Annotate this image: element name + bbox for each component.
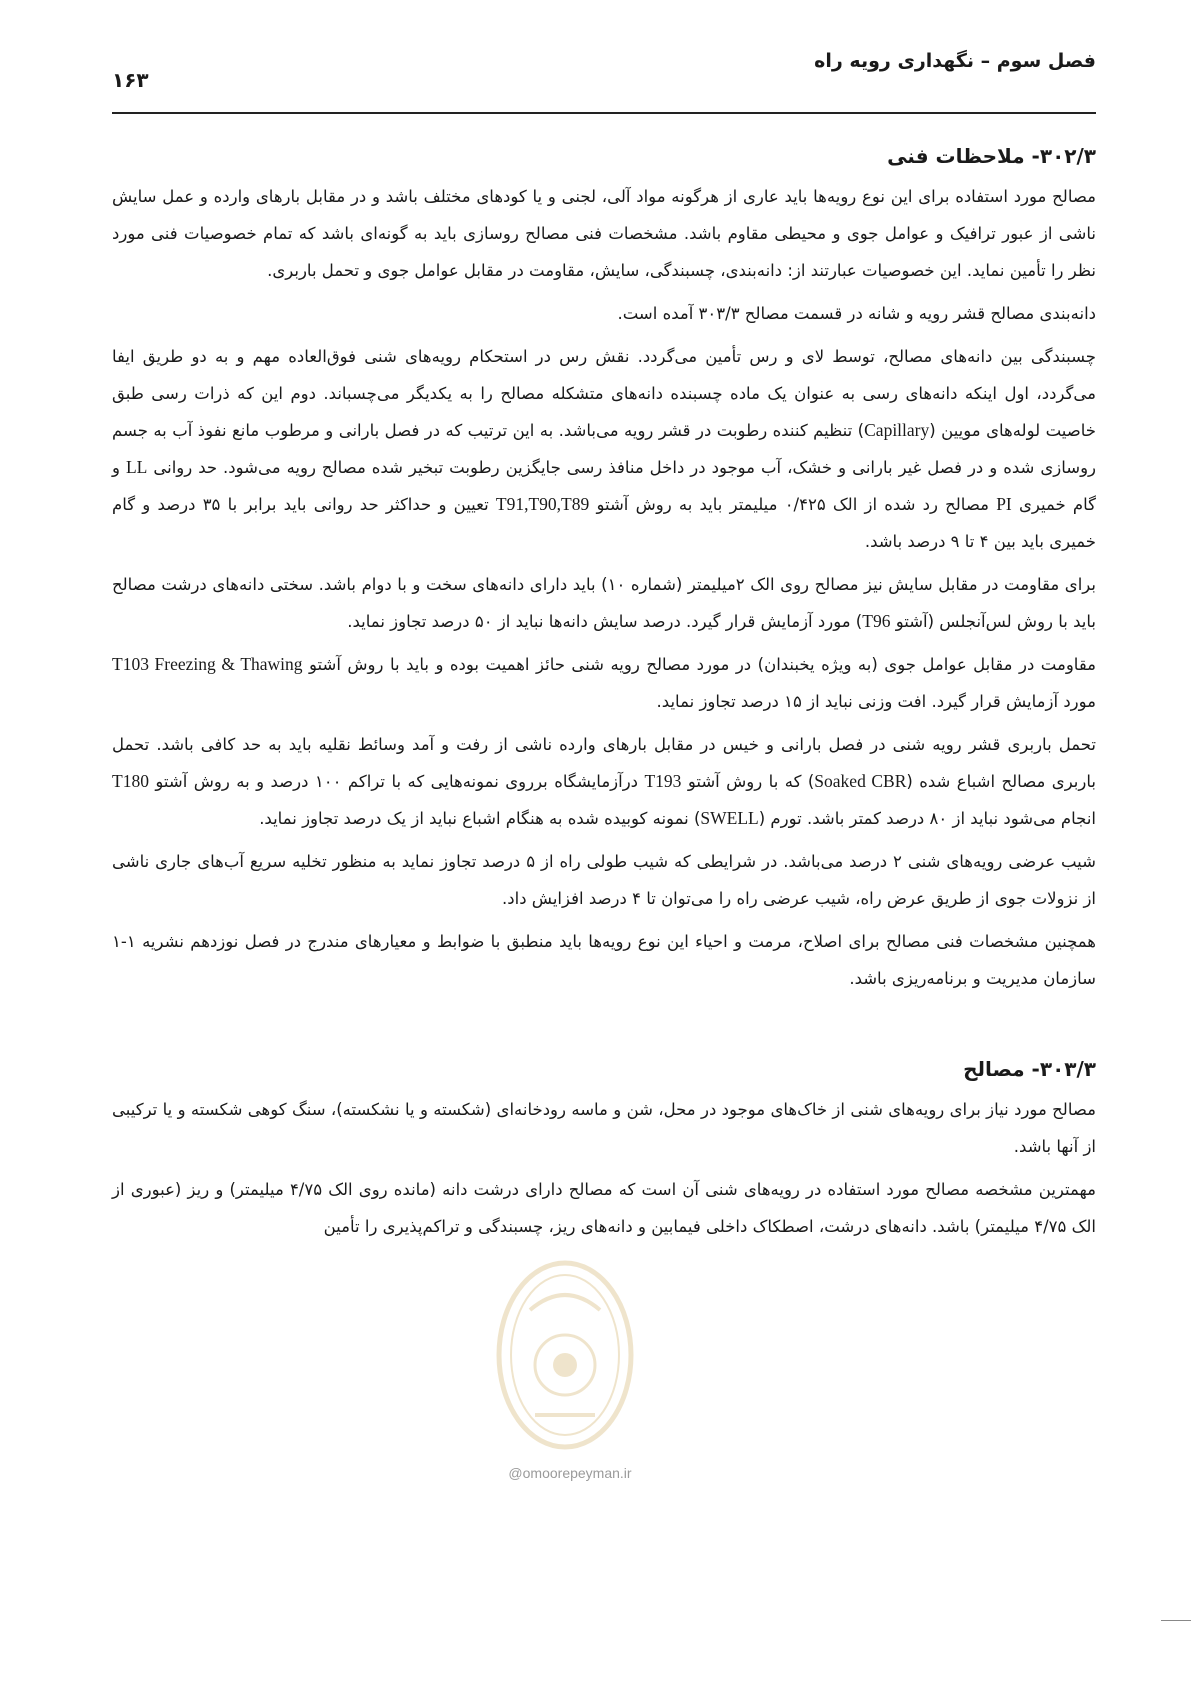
- text-run: ) مورد آزمایش قرار گیرد. درصد سایش دانه‌ها نباید از ۵۰ درصد تجاوز نماید.: [347, 612, 863, 631]
- paragraph-weathering: [112, 646, 1096, 720]
- text-run: برای مقاومت در مقابل سایش نیز مصالح روی الک ۲میلیمتر (شماره ۱۰) باید دارای دانه‌های سخت و با دوام باشد. سختی دانه‌های درشت مصالح باید با روش لس‌آنجلس (آشتو: [112, 575, 1096, 631]
- text-run: ) تنظیم کننده رطوبت در قشر رویه می‌باشد. به این ترتیب که در فصل بارانی و مرطوب مانع نفوذ آب به جسم روسازی شده و در فصل غیر بارانی و خشک، آب موجود در داخل منافذ رسی جایگزین رطوبت تبخیر شده مصالح رویه می‌شود. حد روانی: [112, 421, 1097, 477]
- paragraph-material-characteristics: مهمترین مشخصه مصالح مورد استفاده در رویه‌های شنی آن است که مصالح دارای درشت دانه (مانده روی الک ۴/۷۵ میلیمتر) و ریز (عبوری از الک ۴/۷۵ میلیمتر) باشد. دانه‌های درشت، اصطکاک داخلی فیمابین و دانه‌های ریز، چسبندگی و تراکم‌پذیری را تأمین: [112, 1180, 1096, 1236]
- edge-mark: [1161, 1620, 1191, 1621]
- term-swell: SWELL: [700, 808, 759, 828]
- term-test-methods: T91,T90,T89: [495, 494, 590, 514]
- paragraph-cohesion: [112, 338, 1096, 560]
- main-content: [112, 130, 1096, 1251]
- term-capillary: Capillary: [864, 420, 930, 440]
- text-run: درآزمایشگاه برروی نمونه‌هایی که با تراکم ۱۰۰ درصد و به روش آشتو: [148, 772, 645, 791]
- section-heading-technical-notes: ۳۰۲/۳- ملاحظات فنی: [887, 144, 1096, 168]
- text-run: مقاومت در مقابل عوامل جوی (به ویژه یخبندان) در مورد مصالح رویه شنی حائز اهمیت بوده و باید با روش آشتو: [302, 655, 1096, 674]
- text-run: و گام خمیری: [112, 458, 1097, 514]
- text-run: انجام می‌شود نباید از ۸۰ درصد کمتر باشد. تورم (: [758, 809, 1096, 828]
- page-number: ۱۶۳: [112, 68, 149, 92]
- text-run: مورد آزمایش قرار گیرد. افت وزنی نباید از ۱۵ درصد تجاوز نماید.: [656, 692, 1096, 711]
- section-heading-materials: ۳۰۳/۳- مصالح: [963, 1057, 1096, 1081]
- paragraph-specifications: همچنین مشخصات فنی مصالح برای اصلاح، مرمت و احیاء این نوع رویه‌ها باید منطبق با ضوابط و معیارهای مندرج در فصل نوزدهم نشریه ۱-۱ سازمان مدیریت و برنامه‌ریزی باشد.: [112, 932, 1096, 988]
- header-divider: [112, 112, 1096, 114]
- watermark-seal-icon: [490, 1255, 640, 1455]
- term-t180: T180: [112, 771, 149, 791]
- paragraph-bearing-capacity: [112, 726, 1096, 837]
- term-t103: T103 Freezing & Thawing: [112, 654, 303, 674]
- term-soaked-cbr: Soaked CBR: [814, 771, 907, 791]
- text-run: تعیین و حداکثر حد روانی باید برابر با ۳۵ درصد و گام خمیری باید بین ۴ تا ۹ درصد باشد.: [112, 495, 1096, 551]
- term-ll: LL: [125, 457, 148, 477]
- text-run: مصالح رد شده از الک ۰/۴۲۵ میلیمتر باید به روش آشتو: [589, 495, 997, 514]
- section-spacer: [112, 1003, 1096, 1043]
- term-t193: T193: [644, 771, 682, 791]
- text-run: ) که با روش آشتو: [681, 772, 815, 791]
- paragraph-cross-slope: شیب عرضی رویه‌های شنی ۲ درصد می‌باشد. در شرایطی که شیب طولی راه از ۵ درصد تجاوز نماید به منظور تخلیه سریع آب‌های جاری ناشی از نزولات جوی از طریق عرض راه، شیب عرضی راه را می‌توان تا ۴ درصد افزایش داد.: [112, 852, 1096, 908]
- term-pi: PI: [996, 494, 1012, 514]
- text-run: تحمل باربری قشر رویه شنی در فصل بارانی و خیس در مقابل بارهای وارده ناشی از رفت و آمد وسائط نقلیه باید به حد کافی باشد. تحمل باربری مصالح اشباع شده (: [112, 735, 1096, 791]
- watermark-text: @omoorepeyman.ir: [508, 1465, 632, 1481]
- paragraph-materials-requirements: مصالح مورد استفاده برای این نوع رویه‌ها باید عاری از هرگونه مواد آلی، لجنی و یا کودهای مختلف باشد و در مقابل بارهای وارده و عمل سایش ناشی از عبور ترافیک و عوامل جوی و محیطی مقاوم باشد. مشخصات فنی مصالح روسازی باید به گونه‌ای باشد که تمام خصوصیات فنی مورد نظر را تأمین نماید. این خصوصیات عبارتند از: دانه‌بندی، چسبندگی، سایش، مقاومت در مقابل عوامل جوی و تحمل باربری.: [112, 187, 1096, 280]
- chapter-title: فصل سوم – نگهداری رویه راه: [814, 50, 1096, 72]
- text-run: ) نمونه کوبیده شده به هنگام اشباع نباید از یک درصد تجاوز نماید.: [259, 809, 701, 828]
- term-t96: T96: [862, 611, 891, 631]
- paragraph-abrasion: [112, 566, 1096, 640]
- paragraph-gradation: دانه‌بندی مصالح قشر رویه و شانه در قسمت مصالح ۳۰۳/۳ آمده است.: [617, 304, 1096, 323]
- paragraph-material-sources: مصالح مورد نیاز برای رویه‌های شنی از خاک‌های موجود در محل، شن و ماسه رودخانه‌ای (شکسته و یا نشکسته)، سنگ کوهی شکسته و یا ترکیبی از آنها باشد.: [112, 1100, 1096, 1156]
- text-run: چسبندگی بین دانه‌های مصالح، توسط لای و رس تأمین می‌گردد. نقش رس در استحکام رویه‌های شنی فوق‌العاده مهم و به دو طریق ایفا می‌گردد، اول اینکه دانه‌های رسی به عنوان یک ماده چسبنده دانه‌های متشکله مصالح را به یکدیگر می‌چسباند. دوم این که ذرات رسی طبق خاصیت لوله‌های مویین (: [112, 347, 1096, 440]
